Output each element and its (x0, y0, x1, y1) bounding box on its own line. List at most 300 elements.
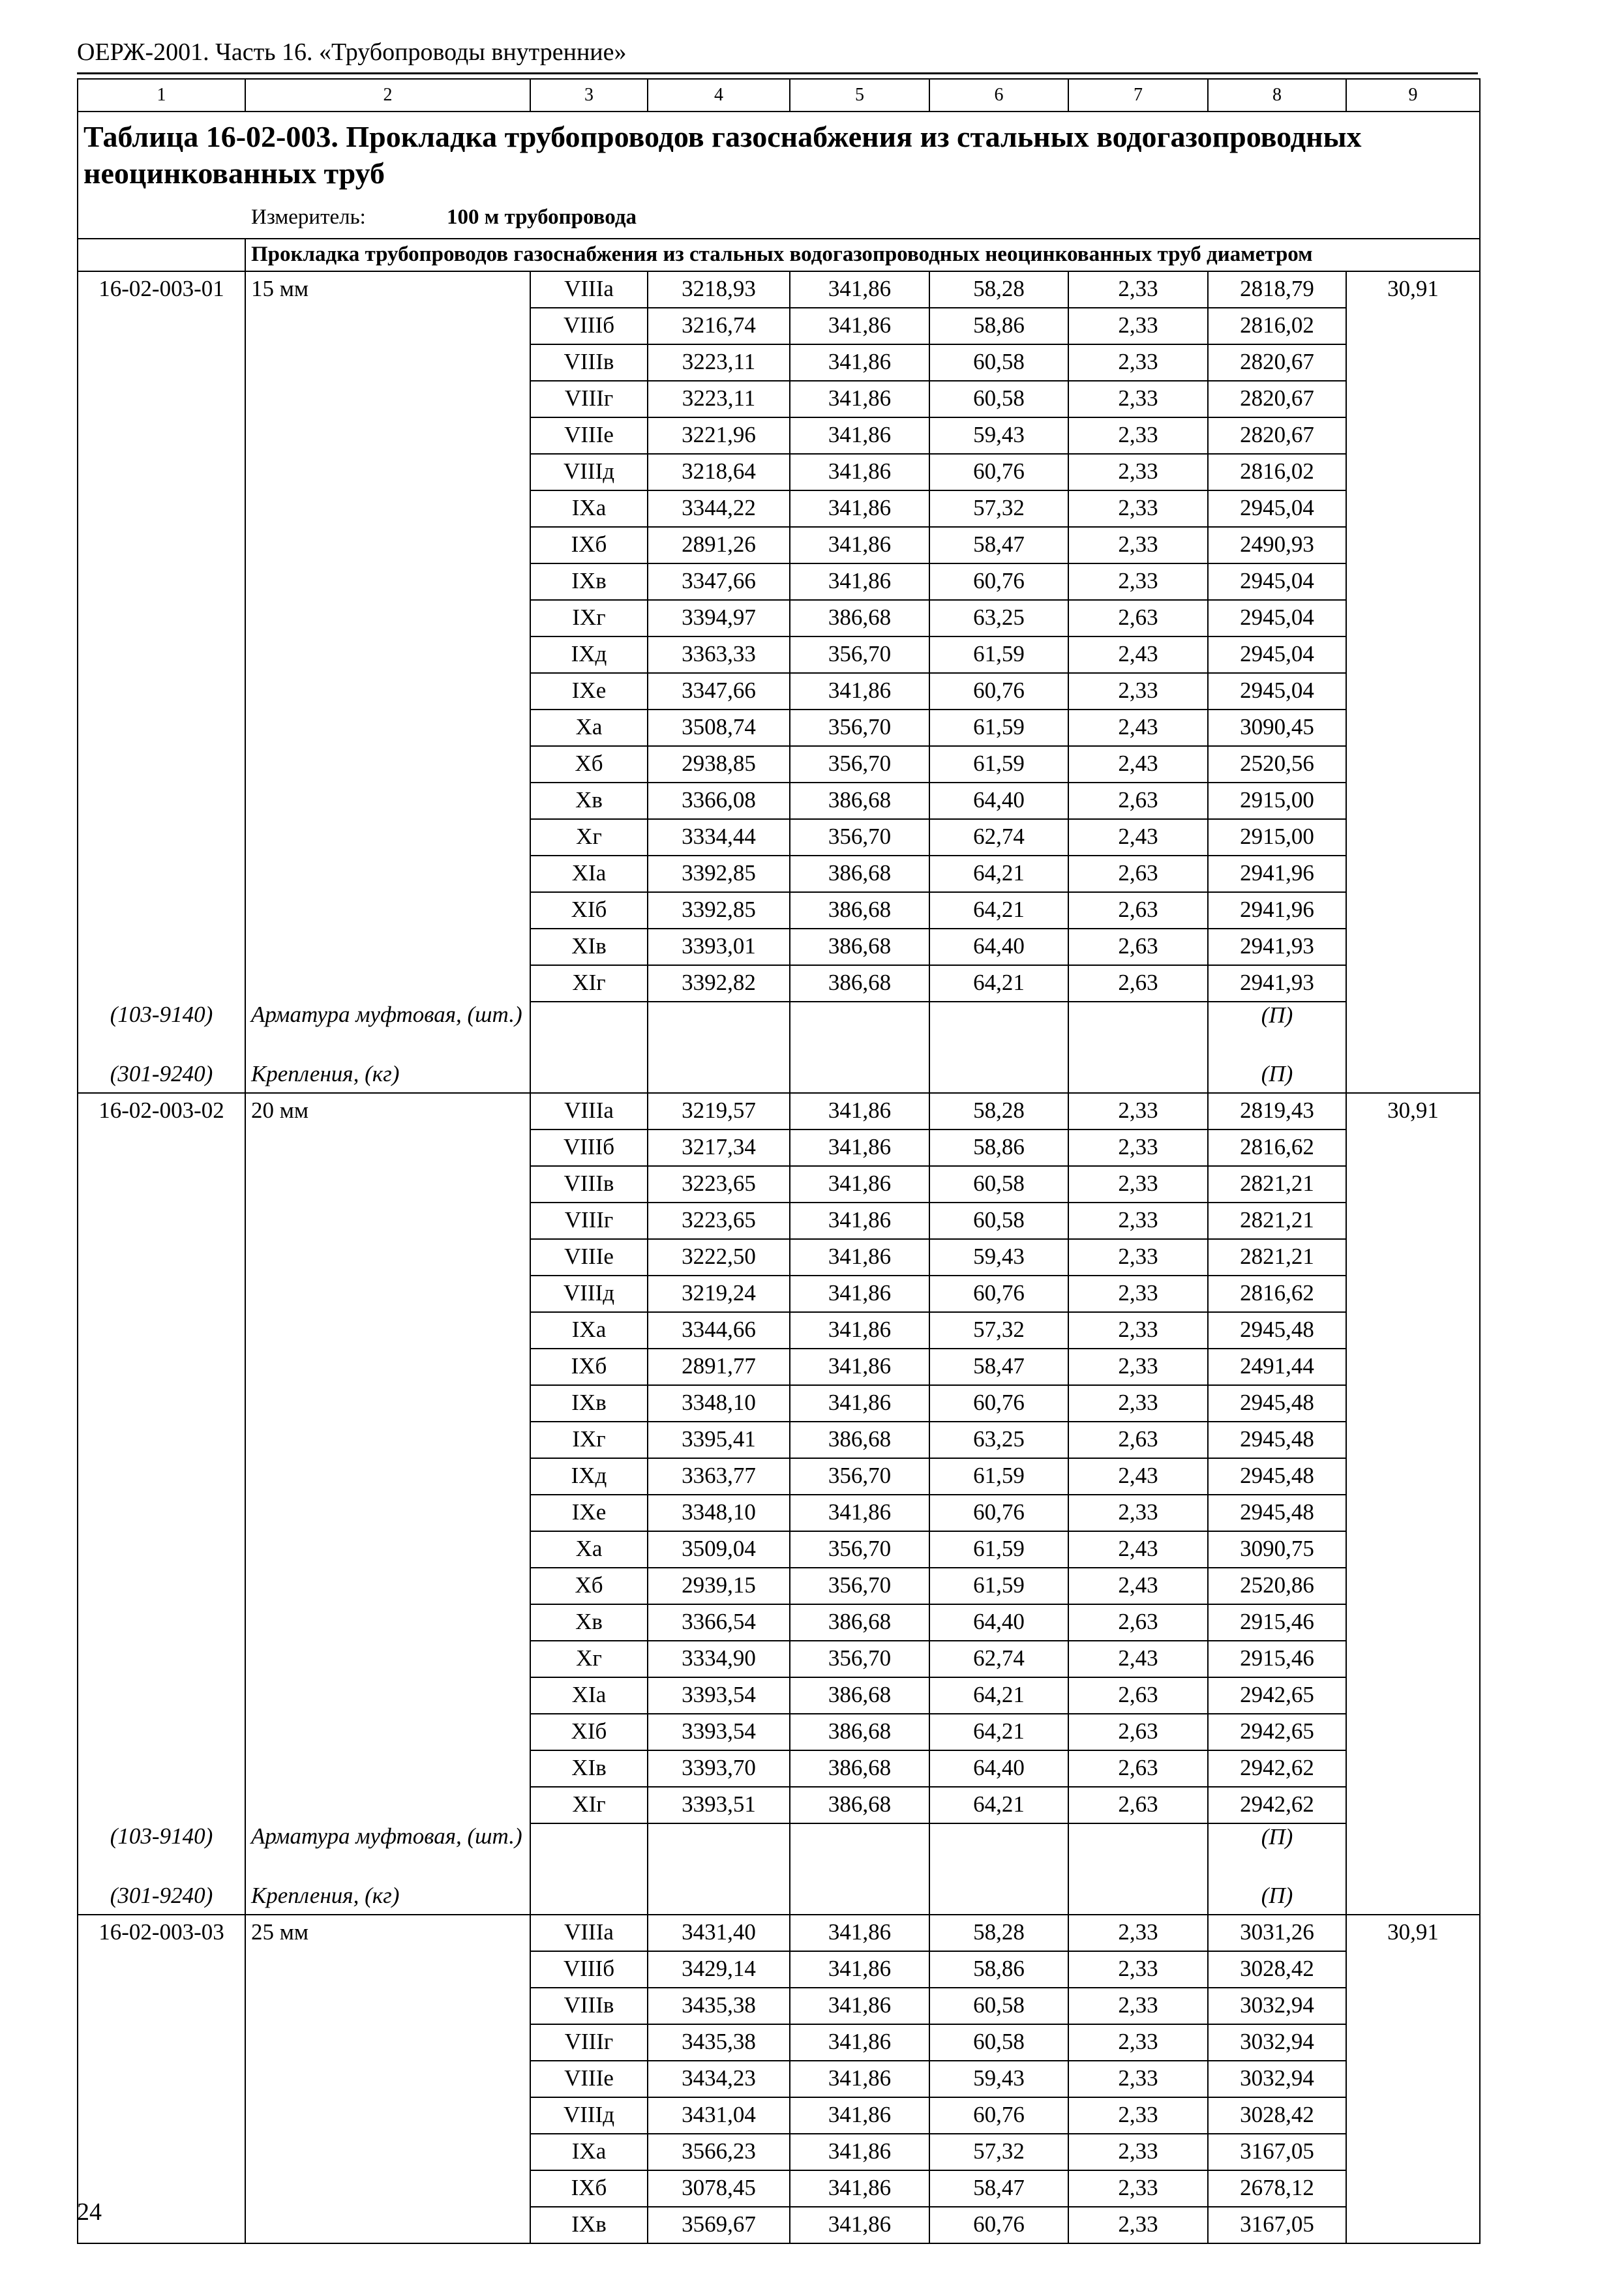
region-code: IXг (530, 1422, 648, 1458)
driver-wage: 2,33 (1068, 1203, 1208, 1239)
material-cost: 2820,67 (1208, 381, 1346, 417)
labor-rate: 30,91 (1346, 1093, 1480, 1130)
machine-cost: 61,59 (929, 710, 1068, 746)
driver-wage: 2,63 (1068, 600, 1208, 636)
table-row (78, 2097, 1480, 2134)
labor-rate-empty (1346, 636, 1480, 673)
machine-cost: 60,76 (929, 1495, 1068, 1531)
driver-wage: 2,33 (1068, 1988, 1208, 2024)
item-code-empty (78, 1422, 245, 1458)
labor-rate-empty (1346, 783, 1480, 819)
labor-rate-empty (1346, 1988, 1480, 2024)
region-code: IXб (530, 1349, 648, 1385)
item-code-empty (78, 527, 245, 563)
driver-wage: 2,33 (1068, 2024, 1208, 2061)
item-code-empty (78, 856, 245, 892)
table-row (78, 1312, 1480, 1349)
region-code: Xа (530, 1531, 648, 1568)
labor-rate-empty (1346, 1385, 1480, 1422)
total-cost: 3348,10 (648, 1495, 790, 1531)
region-code: XIб (530, 892, 648, 929)
region-code: Xб (530, 1568, 648, 1604)
region-code: IXб (530, 2170, 648, 2207)
material-cost: 2941,96 (1208, 856, 1346, 892)
material-cost: 2945,04 (1208, 490, 1346, 527)
item-name-empty (245, 929, 530, 965)
empty-cell (648, 1823, 790, 1879)
labor-cost: 341,86 (790, 1495, 929, 1531)
material-ref: (301-9240) (78, 1879, 245, 1915)
total-cost: 3434,23 (648, 2061, 790, 2097)
table-row (78, 1915, 1480, 1951)
item-name-empty (245, 710, 530, 746)
empty-cell (530, 1002, 648, 1057)
total-cost: 3218,93 (648, 271, 790, 308)
item-code-empty (78, 746, 245, 783)
total-cost: 3393,54 (648, 1677, 790, 1714)
table-row (78, 271, 1480, 308)
item-code-empty (78, 2097, 245, 2134)
item-name-empty (245, 856, 530, 892)
item-code-empty (78, 965, 245, 1002)
region-code: IXа (530, 490, 648, 527)
total-cost: 3392,82 (648, 965, 790, 1002)
labor-rate-empty (1346, 417, 1480, 454)
driver-wage: 2,63 (1068, 929, 1208, 965)
total-cost: 3393,01 (648, 929, 790, 965)
labor-cost: 341,86 (790, 2134, 929, 2170)
region-code: VIIIд (530, 2097, 648, 2134)
driver-wage: 2,43 (1068, 746, 1208, 783)
driver-wage: 2,63 (1068, 783, 1208, 819)
empty-cell (790, 1057, 929, 1093)
item-code-empty (78, 1312, 245, 1349)
driver-wage: 2,33 (1068, 1915, 1208, 1951)
total-cost: 3366,54 (648, 1604, 790, 1641)
total-cost: 3395,41 (648, 1422, 790, 1458)
material-cost: 3028,42 (1208, 1951, 1346, 1988)
driver-wage: 2,33 (1068, 1166, 1208, 1203)
price-table (77, 78, 1481, 2244)
material-cost: 3090,45 (1208, 710, 1346, 746)
item-name-empty (245, 1239, 530, 1276)
empty-cell (530, 1823, 648, 1879)
driver-wage: 2,33 (1068, 308, 1208, 344)
item-code-empty (78, 1458, 245, 1495)
labor-cost: 386,68 (790, 856, 929, 892)
item-name-empty (245, 527, 530, 563)
labor-rate-empty (1346, 929, 1480, 965)
machine-cost: 58,86 (929, 1130, 1068, 1166)
machine-cost: 64,21 (929, 1714, 1068, 1750)
total-cost: 3334,90 (648, 1641, 790, 1677)
material-cost: 2945,48 (1208, 1385, 1346, 1422)
item-code: 16-02-003-02 (78, 1093, 245, 1130)
table-row (78, 1385, 1480, 1422)
labor-rate-empty (1346, 856, 1480, 892)
column-number: 1 (78, 79, 245, 112)
item-code-empty (78, 1988, 245, 2024)
labor-cost: 356,70 (790, 636, 929, 673)
item-code-empty (78, 2061, 245, 2097)
material-cost: 2945,48 (1208, 1312, 1346, 1349)
material-cost: 3032,94 (1208, 1988, 1346, 2024)
region-code: VIIIд (530, 1276, 648, 1312)
item-name-empty (245, 1714, 530, 1750)
item-code-empty (78, 1531, 245, 1568)
material-cost: 2816,02 (1208, 308, 1346, 344)
total-cost: 3223,65 (648, 1166, 790, 1203)
table-row (78, 856, 1480, 892)
material-qty: (П) (1208, 1002, 1346, 1057)
labor-rate-empty (1346, 2097, 1480, 2134)
material-cost: 2941,96 (1208, 892, 1346, 929)
item-name-empty (245, 1166, 530, 1203)
page-header: ОЕРЖ-2001. Часть 16. «Трубопроводы внутренние» (77, 38, 627, 66)
total-cost: 3223,11 (648, 381, 790, 417)
item-name-empty (245, 344, 530, 381)
machine-cost: 60,58 (929, 2024, 1068, 2061)
labor-cost: 386,68 (790, 929, 929, 965)
labor-cost: 341,86 (790, 1239, 929, 1276)
table-row (78, 965, 1480, 1002)
material-cost: 2945,04 (1208, 636, 1346, 673)
material-cost: 2491,44 (1208, 1349, 1346, 1385)
labor-rate-empty (1346, 1568, 1480, 1604)
item-code-empty (78, 710, 245, 746)
labor-cost: 386,68 (790, 1422, 929, 1458)
material-qty: (П) (1208, 1057, 1346, 1093)
driver-wage: 2,33 (1068, 1495, 1208, 1531)
total-cost: 3223,11 (648, 344, 790, 381)
material-ref: (301-9240) (78, 1057, 245, 1093)
labor-rate-empty (1346, 2134, 1480, 2170)
material-cost: 2915,00 (1208, 783, 1346, 819)
total-cost: 3429,14 (648, 1951, 790, 1988)
total-cost: 3348,10 (648, 1385, 790, 1422)
machine-cost: 61,59 (929, 746, 1068, 783)
item-name-empty (245, 600, 530, 636)
item-code-empty (78, 892, 245, 929)
item-name-empty (245, 1988, 530, 2024)
region-code: VIIIа (530, 1915, 648, 1951)
material-cost: 2945,48 (1208, 1422, 1346, 1458)
material-cost: 2818,79 (1208, 271, 1346, 308)
column-number: 3 (530, 79, 648, 112)
labor-rate-empty (1346, 1239, 1480, 1276)
empty-cell (790, 1002, 929, 1057)
labor-cost: 386,68 (790, 1677, 929, 1714)
labor-cost: 341,86 (790, 417, 929, 454)
driver-wage: 2,33 (1068, 2170, 1208, 2207)
driver-wage: 2,33 (1068, 271, 1208, 308)
measurer-value: 100 м трубопровода (447, 205, 637, 229)
machine-cost: 64,21 (929, 1787, 1068, 1823)
item-code-empty (78, 417, 245, 454)
item-name-empty (245, 1677, 530, 1714)
item-name: 15 мм (245, 271, 530, 308)
driver-wage: 2,33 (1068, 2061, 1208, 2097)
labor-rate-empty (1346, 1349, 1480, 1385)
total-cost: 3392,85 (648, 856, 790, 892)
driver-wage: 2,33 (1068, 2134, 1208, 2170)
labor-rate-empty (1346, 1714, 1480, 1750)
total-cost: 3394,97 (648, 600, 790, 636)
total-cost: 3344,22 (648, 490, 790, 527)
labor-rate-empty (1346, 454, 1480, 490)
region-code: XIг (530, 965, 648, 1002)
material-cost: 2915,46 (1208, 1641, 1346, 1677)
item-name: 20 мм (245, 1093, 530, 1130)
material-cost: 2942,62 (1208, 1787, 1346, 1823)
item-name-empty (245, 965, 530, 1002)
item-code-empty (78, 1604, 245, 1641)
labor-cost: 356,70 (790, 1458, 929, 1495)
region-code: IXе (530, 673, 648, 710)
driver-wage: 2,43 (1068, 1531, 1208, 1568)
labor-cost: 341,86 (790, 2170, 929, 2207)
total-cost: 3363,77 (648, 1458, 790, 1495)
column-number: 8 (1208, 79, 1346, 112)
driver-wage: 2,63 (1068, 856, 1208, 892)
material-cost: 2945,04 (1208, 600, 1346, 636)
material-qty: (П) (1208, 1879, 1346, 1915)
column-number: 5 (790, 79, 929, 112)
material-row (78, 1002, 1480, 1057)
item-name-empty (245, 454, 530, 490)
driver-wage: 2,33 (1068, 1385, 1208, 1422)
item-code-empty (78, 1641, 245, 1677)
labor-cost: 341,86 (790, 1915, 929, 1951)
region-code: Xв (530, 783, 648, 819)
machine-cost: 58,28 (929, 1915, 1068, 1951)
empty-cell (1068, 1057, 1208, 1093)
region-code: VIIIв (530, 1988, 648, 2024)
labor-cost: 341,86 (790, 2207, 929, 2243)
driver-wage: 2,63 (1068, 1422, 1208, 1458)
material-name: Крепления, (кг) (245, 1879, 530, 1915)
item-name-empty (245, 1641, 530, 1677)
item-code-empty (78, 1276, 245, 1312)
item-name-empty (245, 783, 530, 819)
machine-cost: 58,47 (929, 1349, 1068, 1385)
material-cost: 3032,94 (1208, 2024, 1346, 2061)
driver-wage: 2,63 (1068, 1750, 1208, 1787)
machine-cost: 64,40 (929, 1750, 1068, 1787)
driver-wage: 2,33 (1068, 1951, 1208, 1988)
region-code: VIIIд (530, 454, 648, 490)
table-row (78, 1166, 1480, 1203)
table-row (78, 1677, 1480, 1714)
table-row (78, 1714, 1480, 1750)
labor-cost: 341,86 (790, 527, 929, 563)
labor-rate-empty (1346, 381, 1480, 417)
total-cost: 3431,04 (648, 2097, 790, 2134)
driver-wage: 2,33 (1068, 1312, 1208, 1349)
table-row (78, 344, 1480, 381)
material-cost: 3167,05 (1208, 2207, 1346, 2243)
labor-rate-empty (1346, 1130, 1480, 1166)
driver-wage: 2,33 (1068, 1130, 1208, 1166)
item-code-empty (78, 490, 245, 527)
item-code-empty (78, 344, 245, 381)
region-code: XIг (530, 1787, 648, 1823)
machine-cost: 64,21 (929, 856, 1068, 892)
labor-rate-empty (1346, 308, 1480, 344)
labor-cost: 356,70 (790, 1568, 929, 1604)
labor-cost: 341,86 (790, 381, 929, 417)
table-row (78, 892, 1480, 929)
machine-cost: 58,47 (929, 527, 1068, 563)
total-cost: 3344,66 (648, 1312, 790, 1349)
table-row (78, 1531, 1480, 1568)
table-row (78, 929, 1480, 965)
column-number: 6 (929, 79, 1068, 112)
material-name: Арматура муфтовая, (шт.) (245, 1002, 530, 1057)
item-name-empty (245, 2024, 530, 2061)
table-row (78, 1568, 1480, 1604)
table-row (78, 783, 1480, 819)
region-code: IXе (530, 1495, 648, 1531)
table-row (78, 636, 1480, 673)
total-cost: 3431,40 (648, 1915, 790, 1951)
empty-cell (648, 1057, 790, 1093)
driver-wage: 2,43 (1068, 1641, 1208, 1677)
total-cost: 2939,15 (648, 1568, 790, 1604)
total-cost: 3347,66 (648, 563, 790, 600)
labor-rate-empty (1346, 2207, 1480, 2243)
region-code: IXб (530, 527, 648, 563)
region-code: IXд (530, 1458, 648, 1495)
item-code-empty (78, 1787, 245, 1823)
material-cost: 2915,00 (1208, 819, 1346, 856)
empty-cell (1346, 1879, 1480, 1915)
empty-cell (1346, 1823, 1480, 1879)
total-cost: 3219,57 (648, 1093, 790, 1130)
labor-cost: 341,86 (790, 1166, 929, 1203)
item-code-empty (78, 1166, 245, 1203)
item-name-empty (245, 1422, 530, 1458)
table-row (78, 1641, 1480, 1677)
material-row (78, 1057, 1480, 1093)
table-row (78, 2061, 1480, 2097)
labor-cost: 341,86 (790, 1093, 929, 1130)
total-cost: 3347,66 (648, 673, 790, 710)
material-name: Арматура муфтовая, (шт.) (245, 1823, 530, 1879)
material-cost: 3167,05 (1208, 2134, 1346, 2170)
material-row (78, 1879, 1480, 1915)
machine-cost: 60,76 (929, 2097, 1068, 2134)
item-name-empty (245, 2170, 530, 2207)
labor-rate-empty (1346, 965, 1480, 1002)
labor-rate-empty (1346, 1750, 1480, 1787)
item-name-empty (245, 892, 530, 929)
labor-cost: 341,86 (790, 1385, 929, 1422)
labor-rate-empty (1346, 1604, 1480, 1641)
table-row (78, 417, 1480, 454)
labor-cost: 341,86 (790, 673, 929, 710)
labor-cost: 341,86 (790, 2061, 929, 2097)
table-row (78, 1495, 1480, 1531)
labor-rate-empty (1346, 710, 1480, 746)
total-cost: 3363,33 (648, 636, 790, 673)
labor-cost: 386,68 (790, 1604, 929, 1641)
empty-cell (929, 1823, 1068, 1879)
machine-cost: 64,40 (929, 929, 1068, 965)
item-code-empty (78, 1385, 245, 1422)
table-row (78, 381, 1480, 417)
labor-cost: 341,86 (790, 2097, 929, 2134)
region-code: VIIIе (530, 417, 648, 454)
table-row (78, 1988, 1480, 2024)
table-row (78, 308, 1480, 344)
machine-cost: 64,21 (929, 892, 1068, 929)
labor-cost: 386,68 (790, 892, 929, 929)
labor-cost: 356,70 (790, 1531, 929, 1568)
machine-cost: 58,86 (929, 308, 1068, 344)
driver-wage: 2,33 (1068, 344, 1208, 381)
machine-cost: 60,76 (929, 563, 1068, 600)
item-name-empty (245, 1312, 530, 1349)
item-name-empty (245, 819, 530, 856)
labor-rate-empty (1346, 892, 1480, 929)
machine-cost: 61,59 (929, 1531, 1068, 1568)
item-code-empty (78, 673, 245, 710)
material-cost: 2942,65 (1208, 1714, 1346, 1750)
machine-cost: 64,40 (929, 783, 1068, 819)
table-row (78, 454, 1480, 490)
labor-cost: 356,70 (790, 746, 929, 783)
region-code: IXв (530, 1385, 648, 1422)
table-title-cell (78, 112, 1480, 239)
total-cost: 2891,77 (648, 1349, 790, 1385)
material-row (78, 1823, 1480, 1879)
empty-cell (1068, 1879, 1208, 1915)
item-name-empty (245, 2097, 530, 2134)
item-name-empty (245, 1385, 530, 1422)
region-code: XIа (530, 856, 648, 892)
item-name-empty (245, 746, 530, 783)
total-cost: 3223,65 (648, 1203, 790, 1239)
driver-wage: 2,33 (1068, 2097, 1208, 2134)
labor-cost: 386,68 (790, 600, 929, 636)
total-cost: 3078,45 (648, 2170, 790, 2207)
driver-wage: 2,33 (1068, 454, 1208, 490)
region-code: XIв (530, 1750, 648, 1787)
table-row (78, 2207, 1480, 2243)
machine-cost: 60,58 (929, 1203, 1068, 1239)
item-name-empty (245, 2134, 530, 2170)
labor-cost: 341,86 (790, 490, 929, 527)
material-cost: 2678,12 (1208, 2170, 1346, 2207)
empty-cell (530, 1057, 648, 1093)
machine-cost: 62,74 (929, 819, 1068, 856)
labor-cost: 341,86 (790, 1130, 929, 1166)
labor-rate-empty (1346, 1495, 1480, 1531)
machine-cost: 61,59 (929, 636, 1068, 673)
region-code: VIIIв (530, 1166, 648, 1203)
machine-cost: 59,43 (929, 2061, 1068, 2097)
machine-cost: 62,74 (929, 1641, 1068, 1677)
total-cost: 3218,64 (648, 454, 790, 490)
item-code-empty (78, 2170, 245, 2207)
measurer-line (251, 192, 1474, 238)
region-code: IXд (530, 636, 648, 673)
machine-cost: 60,76 (929, 673, 1068, 710)
empty-cell (929, 1057, 1068, 1093)
table-subtitle: Прокладка трубопроводов газоснабжения из стальных водогазопроводных неоцинкованных труб диаметром (245, 239, 1480, 271)
labor-rate-empty (1346, 1458, 1480, 1495)
